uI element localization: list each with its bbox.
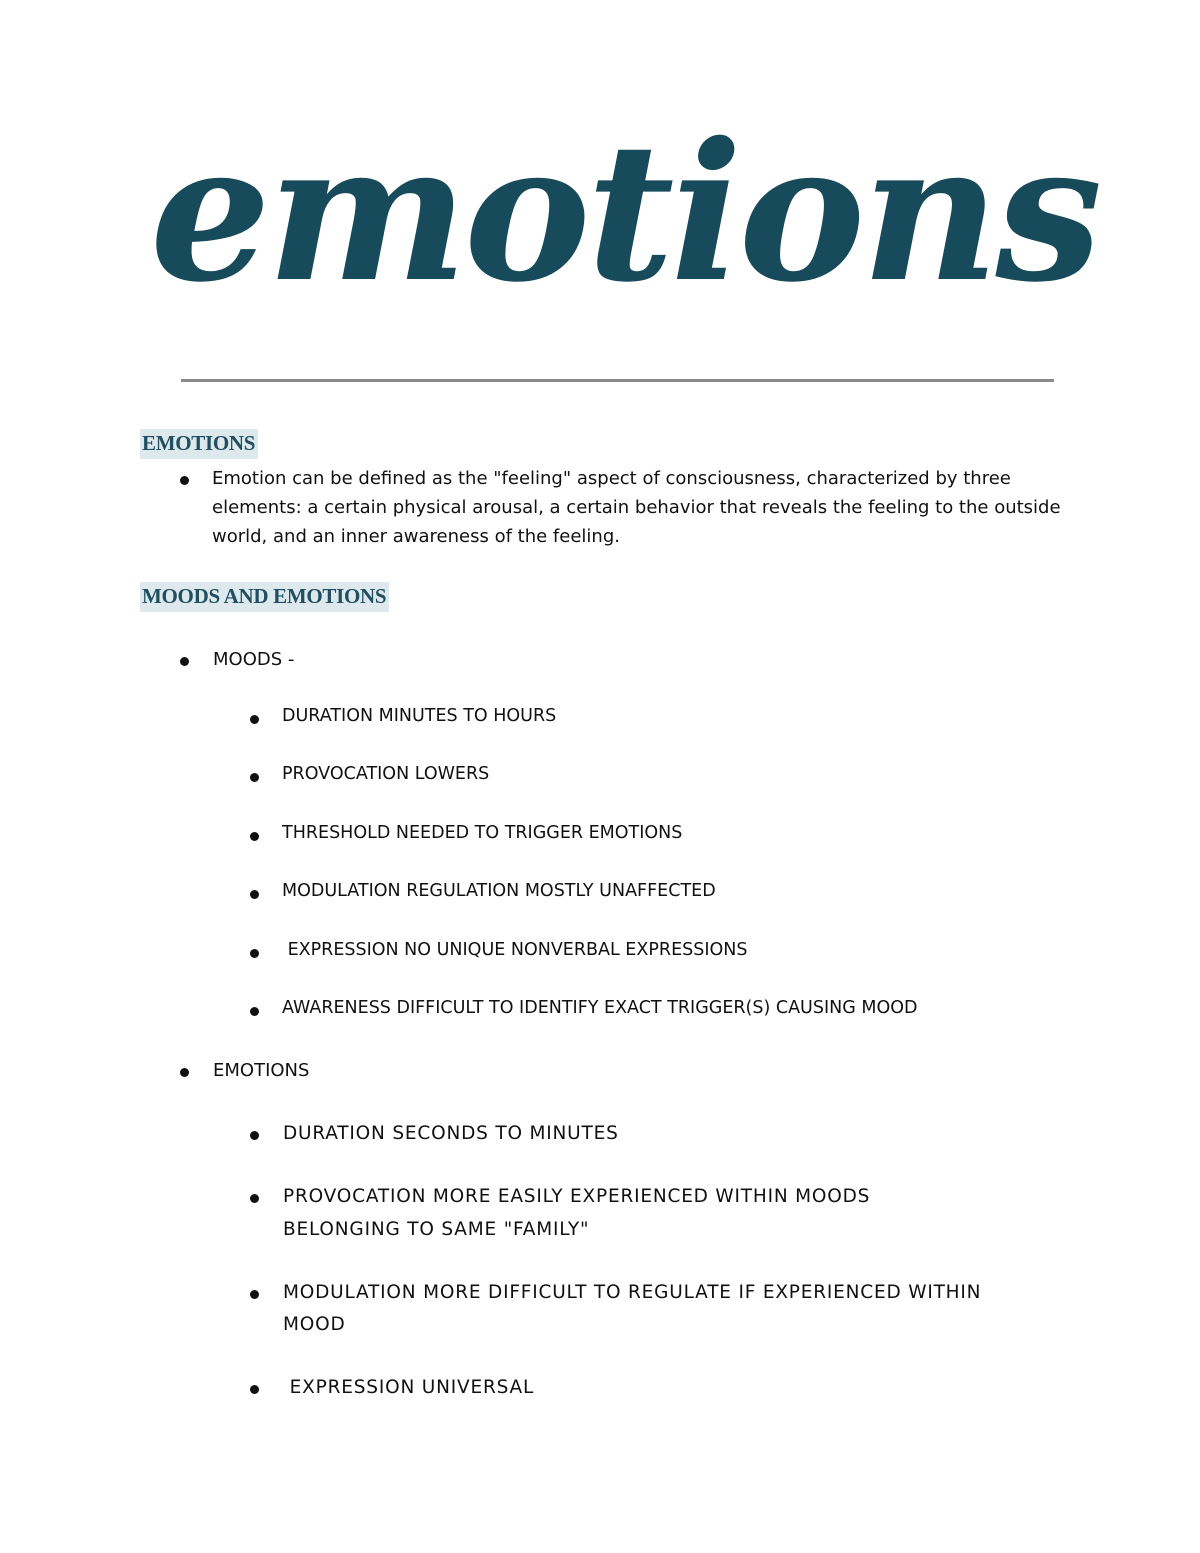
list-item: EXPRESSION UNIVERSAL [283,1377,535,1398]
bullet [180,1068,189,1077]
list-item: DURATION MINUTES TO HOURS [282,706,557,726]
bullet [250,890,259,899]
list-item: AWARENESS DIFFICULT TO IDENTIFY EXACT TRIGGER(S) CAUSING MOOD [282,998,918,1018]
bullet [250,1194,259,1203]
list-item-moods: MOODS - [213,649,295,670]
list-item: THRESHOLD NEEDED TO TRIGGER EMOTIONS [282,823,683,843]
bullet [180,657,189,666]
bullet [250,1385,259,1394]
bullet [250,1131,259,1140]
list-item: DURATION SECONDS TO MINUTES [283,1123,619,1144]
bullet [250,773,259,782]
bullet [180,476,189,485]
list-item: MODULATION MORE DIFFICULT TO REGULATE IF EXPERIENCED WITHIN [283,1282,982,1303]
list-item: PROVOCATION LOWERS [282,764,490,784]
bullet [250,1290,259,1299]
list-item-emotions: EMOTIONS [213,1060,310,1081]
bullet [250,949,259,958]
section-heading-emotions: EMOTIONS [140,429,258,459]
page-title: emotions [150,101,1099,324]
emotion-definition: Emotion can be defined as the "feeling" aspect of consciousness, characterized by three elements: a certain physical arousal, a certain behavior that reveals the feeling to the outside world, and an inner awareness of the feeling. [212,468,1061,547]
bullet [250,715,259,724]
bullet [250,1007,259,1016]
bullet [250,832,259,841]
list-item: PROVOCATION MORE EASILY EXPERIENCED WITHIN MOODS [283,1186,871,1207]
section-heading-moods-and-emotions: MOODS AND EMOTIONS [140,582,389,612]
list-item-continuation: BELONGING TO SAME "FAMILY" [283,1219,590,1240]
list-item-continuation: MOOD [283,1314,346,1335]
list-item: MODULATION REGULATION MOSTLY UNAFFECTED [282,881,716,901]
divider [181,379,1054,382]
list-item: EXPRESSION NO UNIQUE NONVERBAL EXPRESSIONS [282,940,748,960]
